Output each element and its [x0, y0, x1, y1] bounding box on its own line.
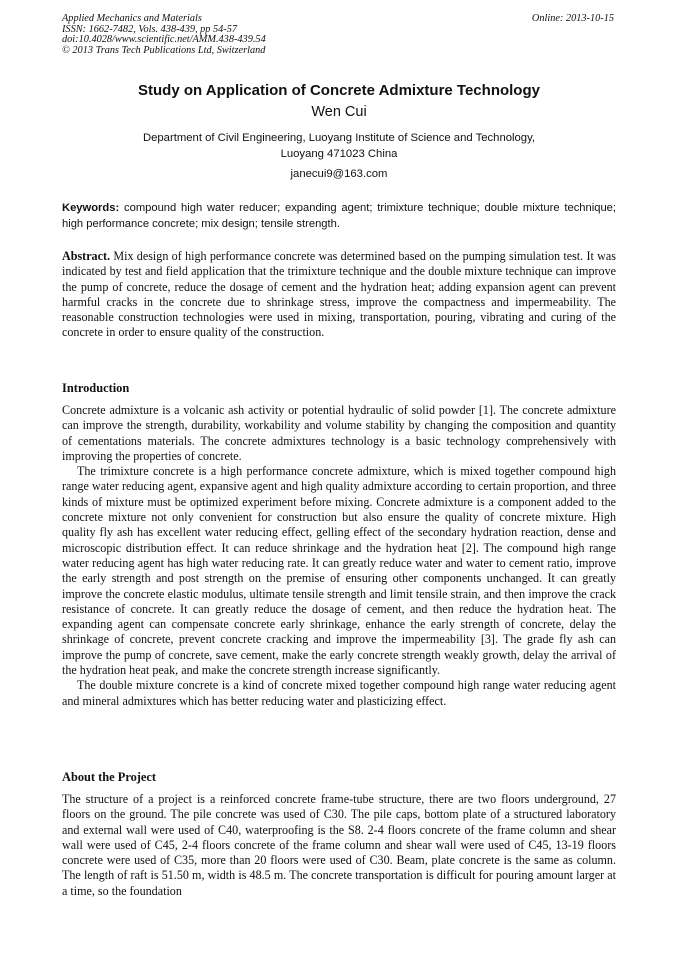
introduction-paragraph-1: Concrete admixture is a volcanic ash activity or potential hydraulic of solid powder [1]. The concrete admixture can improve the strength, durability, workability and volume stability by changing the composition and quantity of cementations materials. The concrete admixtures technology is a basic technology comprehensively with improving the properties of concrete. — [62, 403, 616, 463]
introduction-paragraph-2: The trimixture concrete is a high performance concrete admixture, which is mixed together compound high range water reducing agent, expansive agent and high quality admixture according to certain proportion, and three kinds of mixture must be optimized experiment before mixing. Concrete admixture is a component added to the concrete mixture not only convenient for construction but also ensure the quality of concrete mixture. High quality fly ash has excellent water reducing effect, gelling effect of the secondary hydration reaction, dense and microscopic distribution effect. It can reduce shrinkage and the hydration heat [2]. The compound high range water reducing agent has high water reducing rate. It can greatly reduce water and water to cement ratio, improve the early strength and post strength on the premise of ensuring other components unchanged. It can greatly improve the concrete elastic modulus, ultimate tensile strength and limit tensile strain, and then improve the crack resistance of concrete. It can greatly reduce the dosage of cement, and then reduce the hydration heat. The expanding agent can compensate concrete early shrinkage, enhance the early strength of concrete, delay the shrinkage of concrete, prevent concrete cracking and improve the impermeability [3]. The grade fly ash can improve the pump of concrete, save cement, make the early concrete strength weakly growth, delay the arrival of the hydration heat peak, and make the concrete strength increase significantly. — [62, 464, 616, 678]
keywords-label: Keywords: — [62, 202, 120, 214]
online-date: Online: 2013-10-15 — [531, 13, 614, 24]
abstract-block — [62, 249, 616, 341]
author-email: janecui9@163.com — [290, 168, 388, 180]
keywords-block — [62, 201, 616, 232]
abstract-label: Abstract. — [62, 249, 111, 263]
project-paragraph-1: The structure of a project is a reinforced concrete frame-tube structure, there are two floors underground, 27 floors on the ground. The pile concrete was used of C30. The pile caps, bottom plate of a structured laboratory and external wall were used of C40, waterproofing is the S8. 2-4 floors concrete of the frame column and shear wall were used of C45, 2-4 floors concrete of the frame column and shear wall were used of C45, 13-19 floors concrete were used of C35, more than 20 floors were used of C30. Beam, plate concrete is the same as column. The length of raft is 51.50 m, width is 48.5 m. The concrete transportation is difficult for pouring amount larger at a time, so the foundation — [62, 792, 616, 898]
paper-title: Study on Application of Concrete Admixture Technology — [138, 82, 540, 99]
doi-line: doi:10.4028/www.scientific.net/AMM.438-439.54 — [62, 34, 266, 46]
author-name: Wen Cui — [311, 104, 367, 120]
affiliation-line-2: Luoyang 471023 China — [280, 147, 398, 160]
copyright-line: © 2013 Trans Tech Publications Ltd, Switzerland — [62, 44, 266, 56]
keywords-text: compound high water reducer; expanding agent; trimixture technique; double mixture technique; high performance concrete; mix design; tensile strength. — [62, 202, 616, 230]
issn-line: ISSN: 1662-7482, Vols. 438-439, pp 54-57 — [62, 23, 238, 35]
affiliation — [62, 131, 616, 162]
project-body — [62, 792, 616, 899]
introduction-paragraph-3: The double mixture concrete is a kind of concrete mixed together compound high range water reducing agent and mineral admixtures which has better reducing water and plasticizing effect. — [62, 678, 616, 708]
affiliation-line-1: Department of Civil Engineering, Luoyang Institute of Science and Technology, — [142, 132, 536, 144]
section-heading-about-project: About the Project — [62, 770, 157, 784]
journal-header — [62, 14, 422, 56]
abstract-text: Mix design of high performance concrete was determined based on the pumping simulation test. It was indicated by test and field application that the trimixture technique and the double mixture technique can improve the pump of concrete, reduce the dosage of cement and the hydration heat; adding expansion agent can prevent harmful cracks in the concrete due to shrinkage stress, improve the compactness and impermeability. The reasonable construction technologies were used in mixing, transportation, pouring, vibrating and curing of the concrete in order to ensure quality of the construction. — [62, 249, 616, 340]
introduction-body — [62, 403, 616, 709]
journal-name: Applied Mechanics and Materials — [62, 13, 202, 24]
section-heading-introduction: Introduction — [62, 381, 130, 395]
